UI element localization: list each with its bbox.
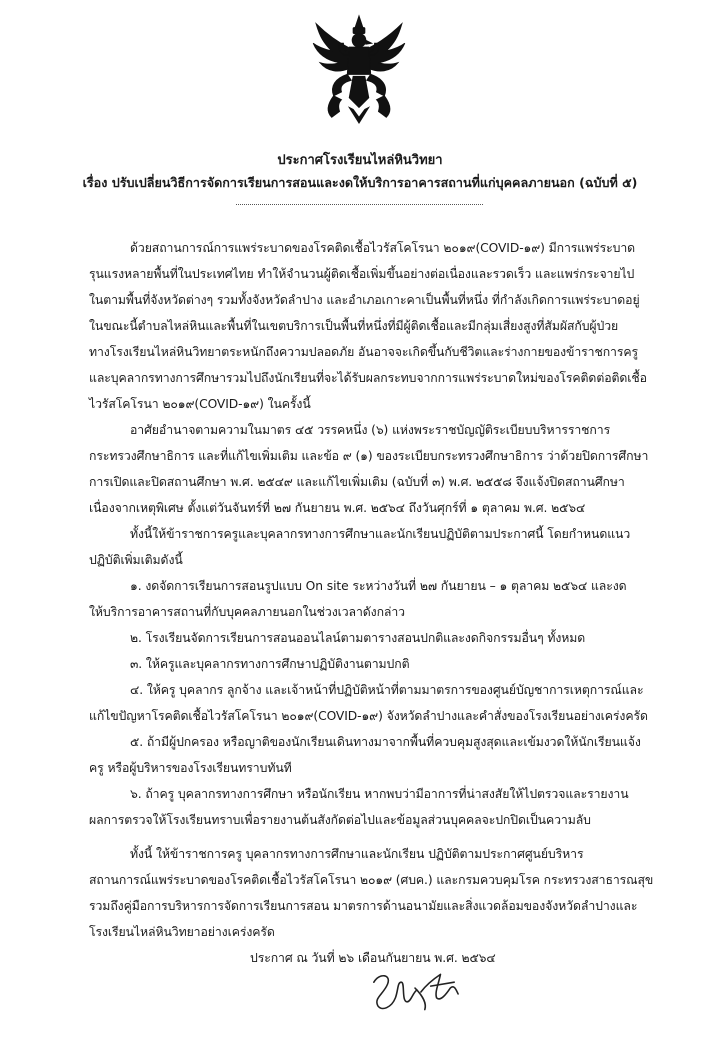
body-line: โรงเรียนไหล่หินวิทยาอย่างเคร่งครัด [89, 925, 275, 939]
list-item: ผลการตรวจให้โรงเรียนทราบเพื่อรายงานต้นสังกัดต่อไปและข้อมูลส่วนบุคคลจะปกปิดเป็นความลับ [89, 813, 591, 827]
list-item: ครู หรือผู้บริหารของโรงเรียนทราบทันที [89, 761, 292, 775]
body-line: เนื่องจากเหตุพิเศษ ตั้งแต่วันจันทร์ที่ ๒๗ กันยายน พ.ศ. ๒๕๖๔ ถึงวันศุกร์ที่ ๑ ตุลาคม พ.ศ. ๒๕๖๔ [89, 501, 586, 515]
body-line: รุนแรงหลายพื้นที่ในประเทศไทย ทำให้จำนวนผู้ติดเชื้อเพิ่มขึ้นอย่างต่อเนื่องและรวดเร็ว และแพร่กระจายไป [89, 267, 635, 281]
date-line: ประกาศ ณ วันที่ ๒๖ เดือนกันยายน พ.ศ. ๒๕๖๔ [250, 951, 496, 965]
list-item: แก้ไขปัญหาโรคติดเชื้อไวรัสโคโรนา ๒๐๑๙(COVID-๑๙) จังหวัดลำปางและคำสั่งของโรงเรียนอย่างเคร่งครัด [89, 709, 648, 723]
body-line: อาศัยอำนาจตามความในมาตร ๔๕ วรรคหนึ่ง (๖) แห่งพระราชบัญญัติระเบียบบริหารราชการ [130, 423, 611, 437]
list-item: ๓. ให้ครูและบุคลากรทางการศึกษาปฏิบัติงานตามปกติ [130, 657, 410, 671]
body-line: และบุคลากรทางการศึกษารวมไปถึงนักเรียนที่จะได้รับผลกระทบจากการแพร่ระบาดใหม่ของโรคติดต่อติดเชื้อ [89, 371, 647, 385]
body-line: ปฏิบัติเพิ่มเติมดังนี้ [89, 553, 183, 567]
handwritten-signature-icon [366, 968, 464, 1014]
body-line: ในขณะนี้ตำบลไหล่หินและพื้นที่ในเขตบริการเป็นพื้นที่หนึ่งที่มีผู้ติดเชื้อและมีกลุ่มเสี่ยงสูงที่สัมผัสกับผู้ป่วย [89, 319, 619, 333]
list-item: ๒. โรงเรียนจัดการเรียนการสอนออนไลน์ตามตารางสอนปกติและงดกิจกรรมอื่นๆ ทั้งหมด [130, 631, 586, 645]
announcement-subject: เรื่อง ปรับเปลี่ยนวิธีการจัดการเรียนการสอนและงดให้บริการอาคารสถานที่แก่บุคคลภายนอก (ฉบับที่ ๕) [82, 175, 638, 190]
body-line: ทั้งนี้ให้ข้าราชการครูและบุคลากรทางการศึกษาและนักเรียนปฏิบัติตามประกาศนี้ โดยกำหนดแนว [130, 527, 631, 541]
list-item: ๑. งดจัดการเรียนการสอนรูปแบบ On site ระหว่างวันที่ ๒๗ กันยายน – ๑ ตุลาคม ๒๕๖๔ และงด [130, 579, 627, 593]
garuda-emblem-icon [310, 14, 408, 126]
dotted-divider [236, 196, 483, 205]
body-line: รวมถึงคู่มือการบริหารการจัดการเรียนการสอน มาตรการด้านอนามัยและสิ่งแวดล้อมของจังหวัดลำปางและ [89, 899, 638, 913]
list-item: ๖. ถ้าครู บุคลากรทางการศึกษา หรือนักเรียน หากพบว่ามีอาการที่น่าสงสัยให้ไปตรวจและรายงาน [130, 787, 629, 801]
list-item: ๕. ถ้ามีผู้ปกครอง หรือญาติของนักเรียนเดินทางมาจากพื้นที่ควบคุมสูงสุดและเข้มงวดให้นักเรียนแจ้ง [130, 735, 641, 749]
body-line: การเปิดและปิดสถานศึกษา พ.ศ. ๒๕๔๙ และแก้ไขเพิ่มเติม (ฉบับที่ ๓) พ.ศ. ๒๕๕๘ จึงแจ้งปิดสถานศึกษา [89, 475, 625, 489]
announcement-title: ประกาศโรงเรียนไหล่หินวิทยา [277, 153, 443, 168]
body-line: ทางโรงเรียนไหล่หินวิทยาตระหนักถึงความปลอดภัย อันอาจจะเกิดขึ้นกับชีวิตและร่างกายของข้าราชการครู [89, 345, 638, 359]
body-line: กระทรวงศึกษาธิการ และที่แก้ไขเพิ่มเติม และข้อ ๙ (๑) ของระเบียบกระทรวงศึกษาธิการ ว่าด้วยปิดการศึกษา [89, 449, 649, 463]
list-item: ให้บริการอาคารสถานที่กับบุคคลภายนอกในช่วงเวลาดังกล่าว [89, 605, 405, 619]
body-line: ทั้งนี้ ให้ข้าราชการครู บุคลากรทางการศึกษาและนักเรียน ปฏิบัติตามประกาศศูนย์บริหาร [130, 847, 584, 861]
list-item: ๔. ให้ครู บุคลากร ลูกจ้าง และเจ้าหน้าที่ปฏิบัติหน้าที่ตามมาตรการของศูนย์บัญชาการเหตุการณ์และ [130, 683, 644, 697]
body-line: ไวรัสโคโรนา ๒๐๑๙(COVID-๑๙) ในครั้งนี้ [89, 397, 311, 411]
body-line: สถานการณ์แพร่ระบาดของโรคติดเชื้อไวรัสโคโรนา ๒๐๑๙ (ศบค.) และกรมควบคุมโรค กระทรวงสาธารณสุข [89, 873, 654, 887]
body-line: ด้วยสถานการณ์การแพร่ระบาดของโรคติดเชื้อไวรัสโคโรนา ๒๐๑๙(COVID-๑๙) มีการแพร่ระบาด [130, 241, 636, 255]
body-line: ในตามพื้นที่จังหวัดต่างๆ รวมทั้งจังหวัดลำปาง และอำเภอเกาะคาเป็นพื้นที่หนึ่ง ที่กำลังเกิดการแพร่ระบาดอยู่ [89, 293, 640, 307]
